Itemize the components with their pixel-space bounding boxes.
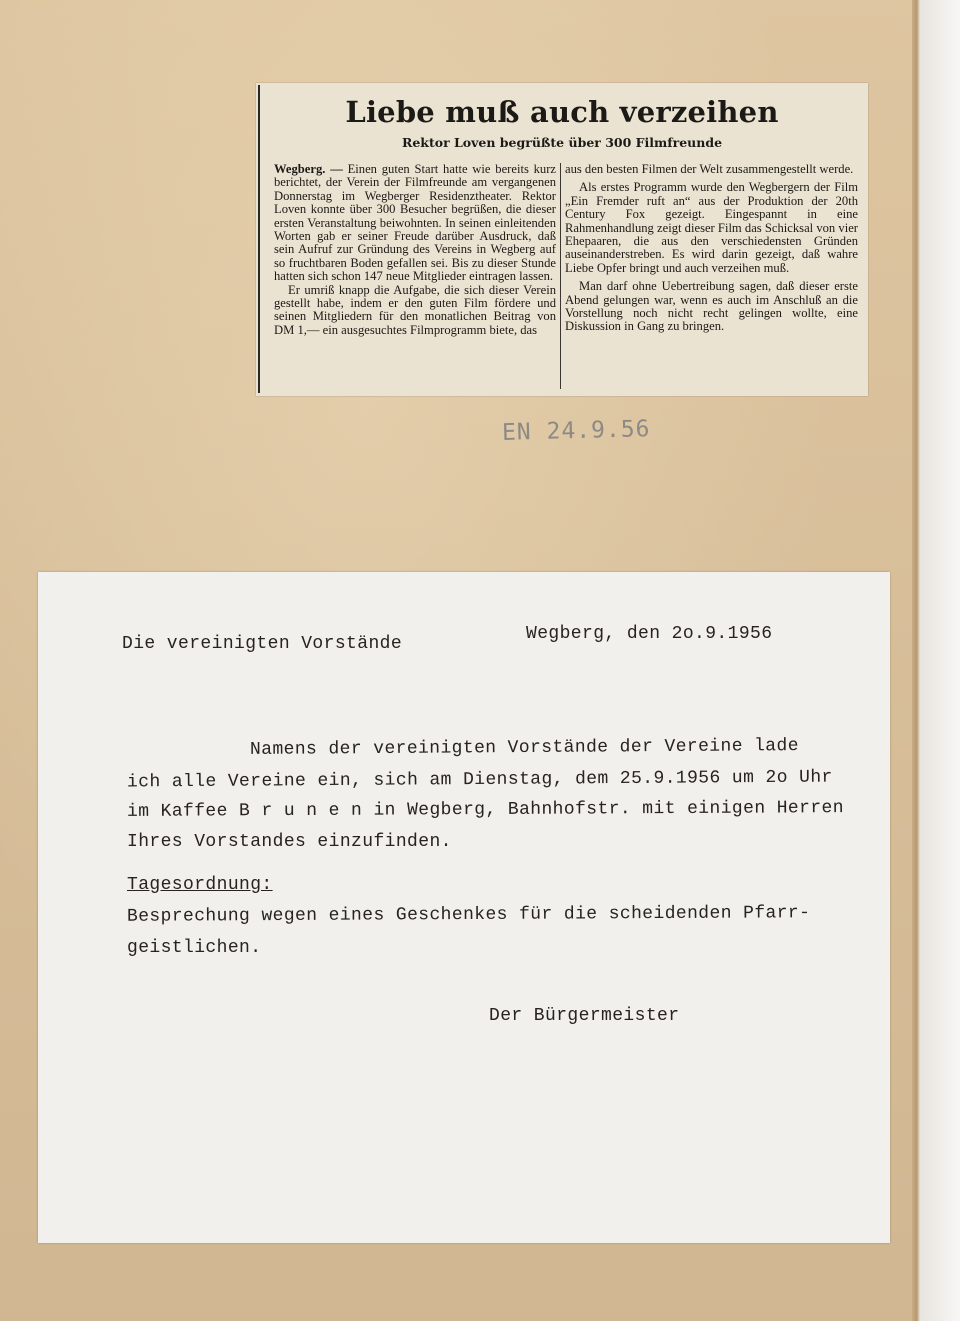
paragraph-text: Einen guten Start hatte wie bereits kurz berichtet, der Verein der Filmfreunde am vergangenen Donnerstag im Wegberger Residenztheater. Rektor Loven konnte über 300 Besucher begrüßen, die dieser ersten Veranstaltung beiwohnten. In seinen einleitenden Worten gab er seiner Freude darüber Ausdruck, daß sein Aufruf zur Gründung des Vereins in Wegberg auf so fruchtbaren Boden gefallen sei. Bis zu dieser Stunde hatten sich schon 147 neue Mitglieder eintragen lassen. bbox=[274, 162, 556, 284]
clipping-right-column bbox=[565, 163, 858, 334]
background-strip bbox=[920, 0, 960, 1321]
dateline: Wegberg. — bbox=[274, 162, 343, 176]
column-divider bbox=[560, 163, 561, 389]
clipping-paragraph: Man darf ohne Uebertreibung sagen, daß dieser erste Abend gelungen war, wenn es auch im Anschluß an die Vorstellung noch nicht recht gelingen wollte, eine Diskussion in Gang zu bringen. bbox=[565, 279, 858, 334]
clipping-paragraph: aus den besten Filmen der Welt zusammengestellt werde. bbox=[565, 162, 854, 176]
pencil-annotation: EN 24.9.56 bbox=[501, 416, 651, 446]
agenda-line: geistlichen. bbox=[127, 938, 262, 958]
clipping-subheadline: Rektor Loven begrüßte über 300 Filmfreunde bbox=[401, 135, 723, 150]
typed-letter bbox=[38, 572, 890, 1243]
clipping-paragraph bbox=[274, 163, 556, 284]
letter-body-line: im Kaffee B r u n e n in Wegberg, Bahnhofstr. mit einigen Herren bbox=[126, 798, 844, 822]
clipping-border bbox=[258, 85, 260, 393]
letter-body-line: Ihres Vorstandes einzufinden. bbox=[127, 832, 452, 852]
clipping-paragraph: Er umriß knapp die Aufgabe, die sich dieser Verein gestellt habe, indem er den guten Film fördere und seinen Mitgliedern für den monatlichen Beitrag von DM 1,— ein ausgesuchtes Filmprogramm biete, das bbox=[274, 282, 556, 337]
agenda-line: Besprechung wegen eines Geschenkes für die scheidenden Pfarr- bbox=[126, 903, 811, 927]
page-edge bbox=[912, 0, 920, 1321]
letter-body-line: ich alle Vereine ein, sich am Dienstag, dem 25.9.1956 um 2o Uhr bbox=[126, 767, 833, 793]
letter-sender: Die vereinigten Vorstände bbox=[122, 634, 403, 654]
letter-body-line: Namens der vereinigten Vorstände der Vereine lade bbox=[249, 736, 799, 760]
clipping-headline: Liebe muß auch verzeihen bbox=[345, 95, 779, 129]
clipping-paragraph: Als erstes Programm wurde den Wegbergern der Film „Ein Fremder ruft an“ aus der Produktion der 20th Century Fox gezeigt. Eingespannt in eine Rahmenhandlung zeigt dieser Film das Schicksal von vier Ehepaaren, die aus den verschiedensten Gründen auseinanderstreben. Es wird darin gezeigt, daß wahre Liebe Opfer bringt und auch verzeihen muß. bbox=[565, 180, 858, 275]
clipping-left-column bbox=[274, 163, 556, 337]
letter-place-date: Wegberg, den 2o.9.1956 bbox=[526, 624, 773, 644]
newspaper-clipping bbox=[256, 83, 868, 396]
agenda-heading: Tagesordnung: bbox=[127, 875, 273, 895]
letter-signature: Der Bürgermeister bbox=[489, 1006, 680, 1026]
